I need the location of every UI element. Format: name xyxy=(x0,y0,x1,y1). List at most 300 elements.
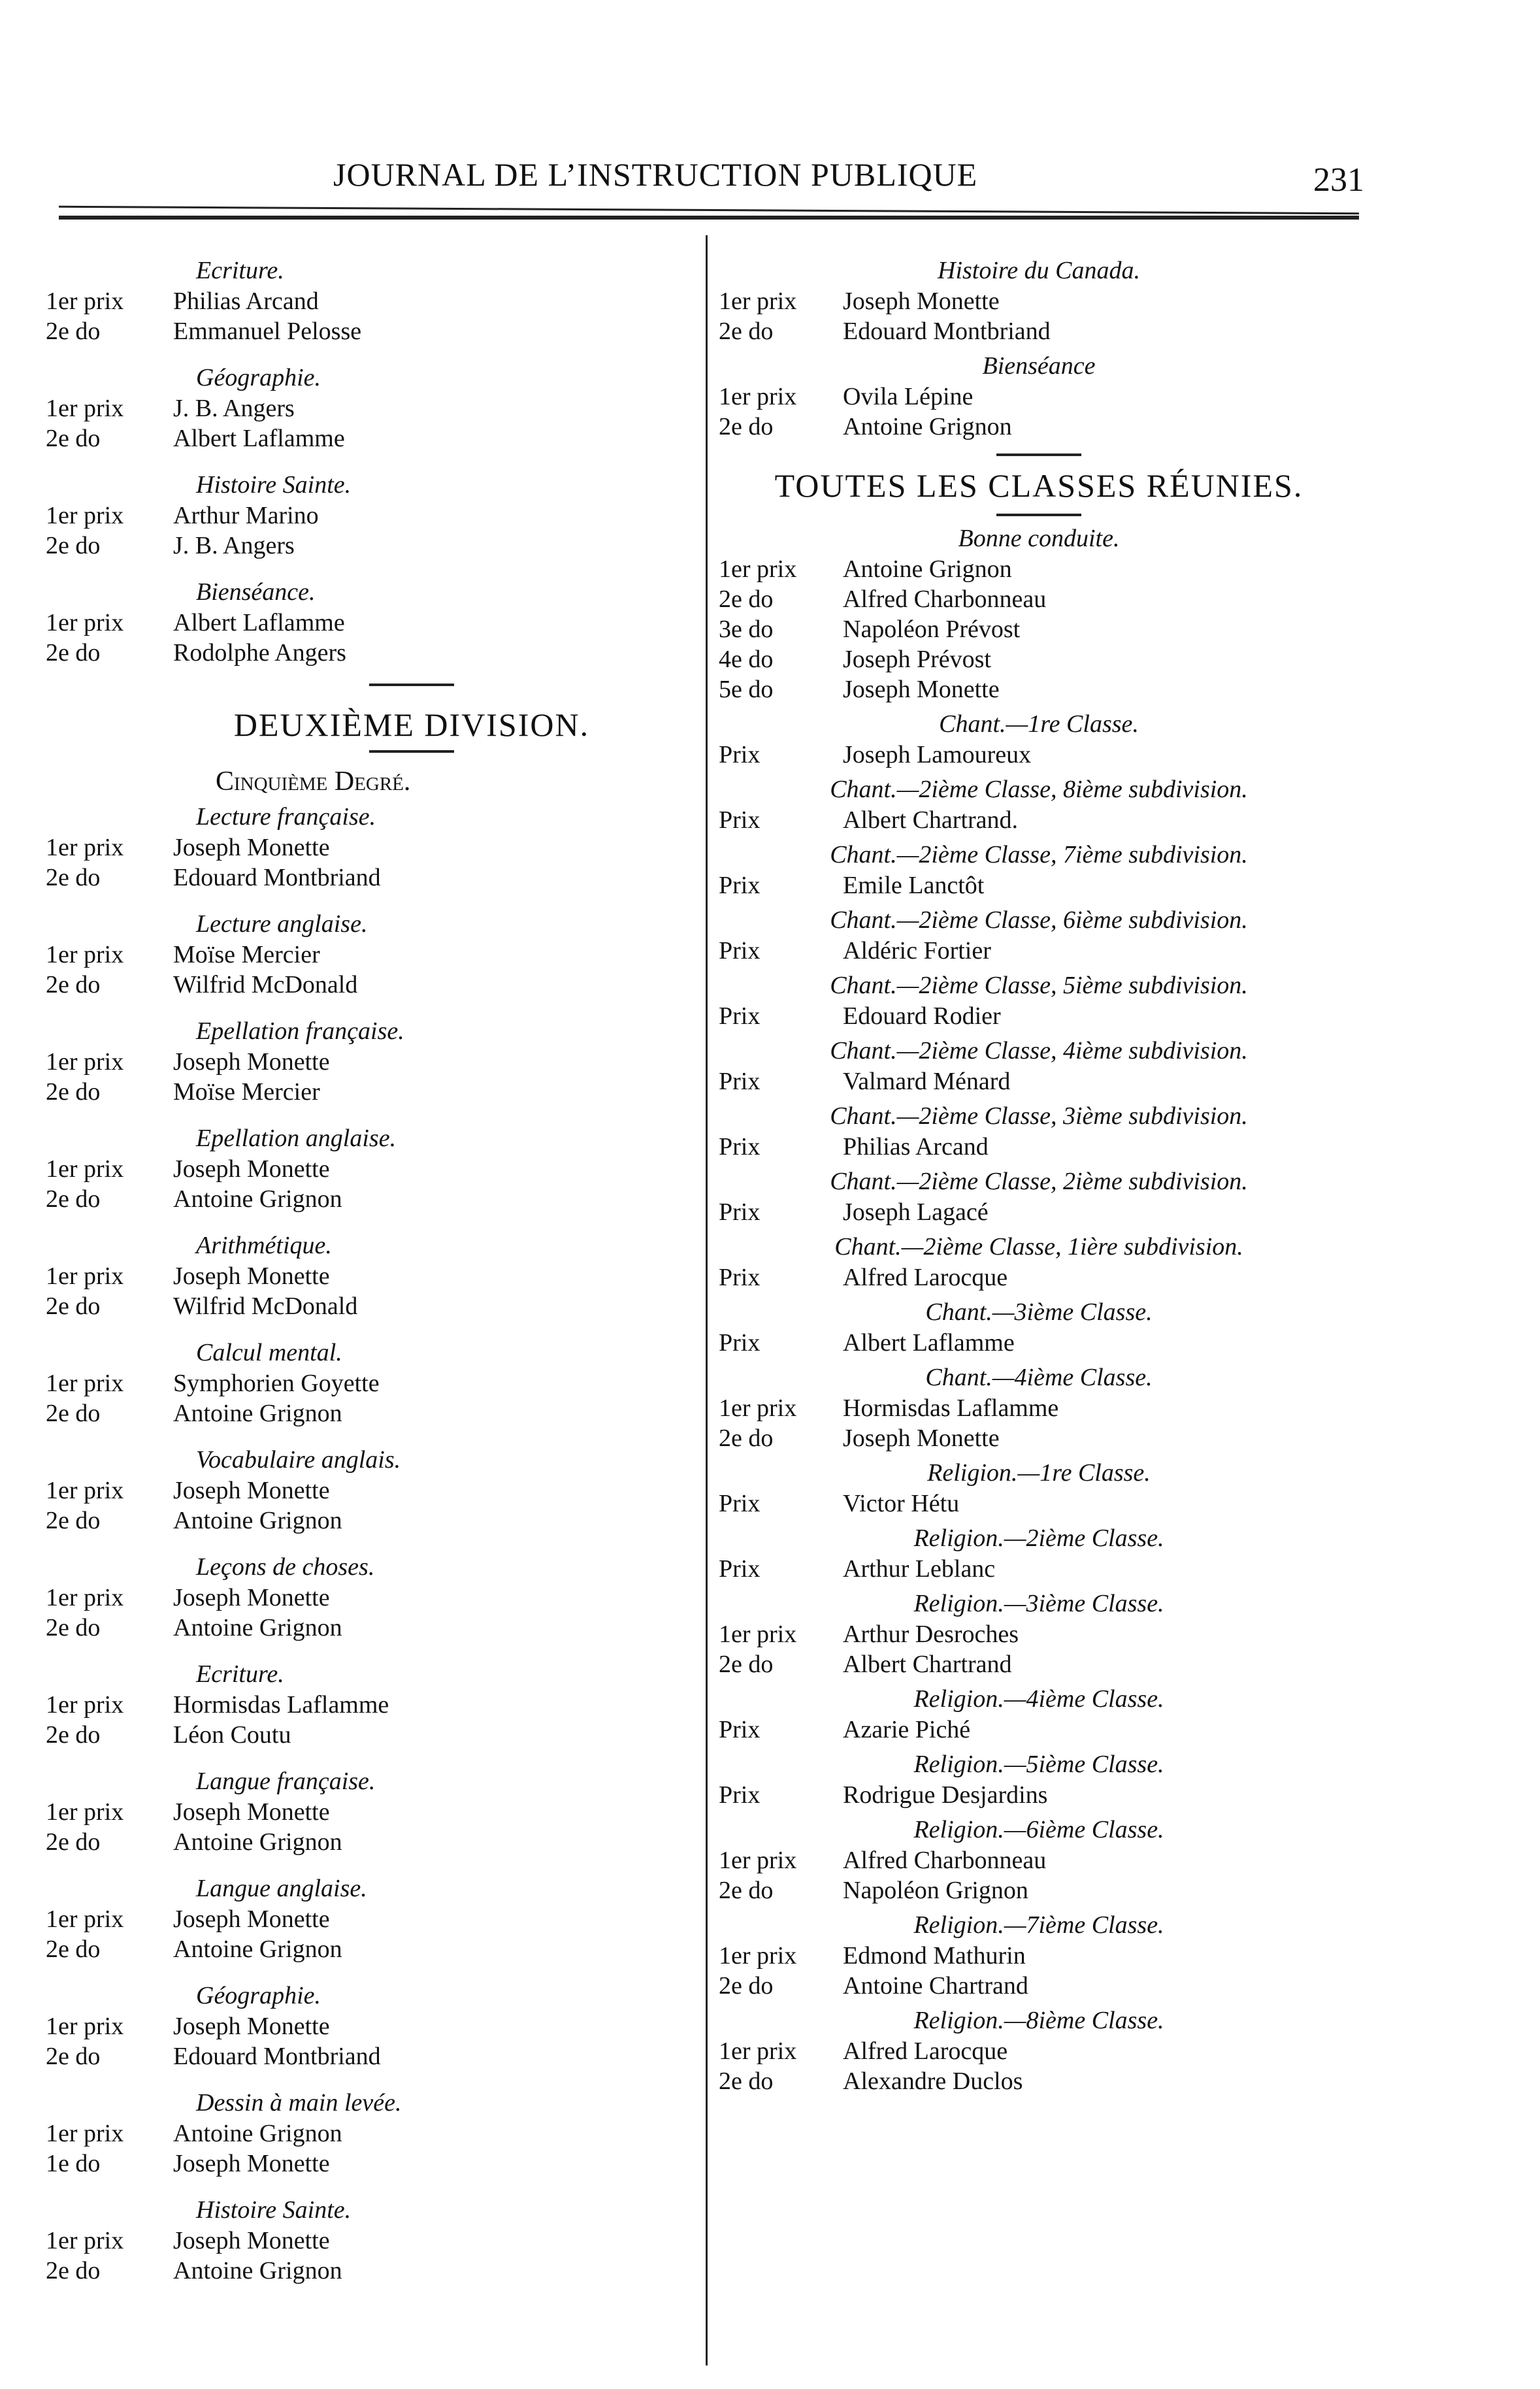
section-heading: Dessin à main levée. xyxy=(196,2089,402,2117)
prize-label: Prix xyxy=(719,1490,761,1517)
section-heading: Histoire Sainte. xyxy=(196,2196,352,2224)
award-section xyxy=(712,1457,1366,1519)
award-section xyxy=(712,708,1366,770)
student-name: Arthur Leblanc xyxy=(843,1555,996,1583)
prize-label: 2e do xyxy=(719,1651,774,1678)
prize-label: 2e do xyxy=(46,2043,101,2070)
award-section xyxy=(712,1231,1366,1293)
award-row xyxy=(712,1423,1366,1453)
prize-label: 2e do xyxy=(46,1828,101,1856)
student-name: Joseph Monette xyxy=(173,1584,330,1611)
award-row xyxy=(712,1197,1366,1227)
student-name: Joseph Lamoureux xyxy=(843,741,1032,768)
section-heading: Religion.—2ième Classe. xyxy=(913,1524,1164,1552)
section-heading: Lecture anglaise. xyxy=(196,910,368,938)
section-heading: Chant.—3ième Classe. xyxy=(925,1298,1153,1326)
prize-label: Prix xyxy=(719,806,761,834)
award-row xyxy=(712,1001,1366,1031)
degree-title: Cinquième Degré. xyxy=(216,766,411,797)
prize-label: 1er prix xyxy=(46,2013,124,2040)
prize-label: 1er prix xyxy=(46,1584,124,1611)
student-name: Philias Arcand xyxy=(173,288,319,315)
award-row xyxy=(46,608,699,638)
award-row xyxy=(46,1690,699,1720)
prize-label: 1er prix xyxy=(46,2120,124,2147)
section-heading: Chant.—1re Classe. xyxy=(939,710,1139,738)
prize-label: 1er prix xyxy=(46,395,124,422)
award-section xyxy=(46,1766,699,1857)
prize-label: Prix xyxy=(719,937,761,964)
award-row xyxy=(712,584,1366,614)
award-section xyxy=(712,350,1366,442)
award-row xyxy=(46,863,699,893)
section-heading: Calcul mental. xyxy=(196,1339,342,1366)
section-heading: Géographie. xyxy=(196,1982,321,2009)
prize-label: 2e do xyxy=(46,1936,101,1963)
student-name: Wilfrid McDonald xyxy=(173,1293,358,1320)
student-name: Antoine Grignon xyxy=(173,1828,342,1856)
student-name: Alfred Larocque xyxy=(843,1264,1008,1291)
award-row xyxy=(46,531,699,561)
award-section xyxy=(712,1035,1366,1096)
prize-label: 1er prix xyxy=(719,1942,797,1969)
award-section xyxy=(46,362,699,453)
prize-label: 1er prix xyxy=(719,1394,797,1422)
student-name: Symphorien Goyette xyxy=(173,1370,380,1397)
header-rule-thick xyxy=(59,216,1359,220)
award-section xyxy=(712,774,1366,835)
award-row xyxy=(712,870,1366,900)
award-row xyxy=(712,1393,1366,1423)
page-header xyxy=(0,156,1540,201)
student-name: Rodolphe Angers xyxy=(173,639,346,667)
prize-label: 2e do xyxy=(46,1078,101,1106)
award-section xyxy=(46,1337,699,1428)
left-top-sections xyxy=(46,255,699,668)
award-section xyxy=(712,1100,1366,1162)
section-heading: Ecriture. xyxy=(196,257,284,284)
student-name: Arthur Desroches xyxy=(843,1621,1019,1648)
award-section xyxy=(46,1551,699,1643)
award-row xyxy=(46,970,699,1000)
student-name: Albert Laflamme xyxy=(173,425,345,452)
award-row xyxy=(712,2066,1366,2096)
student-name: Antoine Grignon xyxy=(173,1400,342,1427)
section-heading: Chant.—2ième Classe, 6ième subdivision. xyxy=(830,906,1248,934)
student-name: Joseph Monette xyxy=(173,1262,330,1290)
prize-label: 1er prix xyxy=(719,1847,797,1874)
award-row xyxy=(712,1328,1366,1358)
award-row xyxy=(46,1827,699,1857)
prize-label: 2e do xyxy=(46,1614,101,1641)
award-row xyxy=(712,2036,1366,2066)
award-row xyxy=(46,1261,699,1291)
student-name: Edouard Rodier xyxy=(843,1002,1001,1030)
section-heading: Chant.—2ième Classe, 2ième subdivision. xyxy=(830,1168,1248,1195)
award-row xyxy=(46,501,699,531)
section-heading: Chant.—2ième Classe, 1ière subdivision. xyxy=(834,1233,1243,1260)
award-row xyxy=(712,1649,1366,1679)
prize-label: 1er prix xyxy=(46,1691,124,1719)
left-main-sections xyxy=(46,801,699,2286)
prize-label: 1er prix xyxy=(46,1477,124,1504)
left-column xyxy=(46,255,699,2301)
section-heading: Chant.—2ième Classe, 7ième subdivision. xyxy=(830,841,1248,868)
journal-title: JOURNAL DE L’INSTRUCTION PUBLIQUE xyxy=(333,156,978,193)
prize-label: Prix xyxy=(719,1781,761,1809)
prize-label: Prix xyxy=(719,1716,761,1743)
award-row xyxy=(46,1475,699,1506)
prize-label: 2e do xyxy=(719,2068,774,2095)
student-name: Antoine Grignon xyxy=(173,1614,342,1641)
student-name: Antoine Grignon xyxy=(173,1507,342,1534)
student-name: Antoine Grignon xyxy=(173,1185,342,1213)
student-name: Edouard Montbriand xyxy=(843,318,1051,345)
prize-label: 2e do xyxy=(46,1507,101,1534)
section-rule xyxy=(996,514,1081,516)
award-row xyxy=(712,1875,1366,1905)
prize-label: 2e do xyxy=(46,2257,101,2284)
student-name: Arthur Marino xyxy=(173,502,319,529)
section-heading: Ecriture. xyxy=(196,1660,284,1688)
student-name: Hormisdas Laflamme xyxy=(843,1394,1059,1422)
award-section xyxy=(712,1909,1366,2001)
student-name: Joseph Monette xyxy=(173,1048,330,1076)
award-row xyxy=(46,2041,699,2071)
award-section xyxy=(46,1444,699,1536)
prize-label: 3e do xyxy=(719,616,774,643)
division-title: DEUXIÈME DIVISION. xyxy=(233,706,590,743)
award-row xyxy=(712,674,1366,704)
award-row xyxy=(712,1715,1366,1745)
student-name: Valmard Ménard xyxy=(843,1068,1011,1095)
right-main-sections xyxy=(712,708,1366,2096)
student-name: Joseph Monette xyxy=(173,834,330,861)
award-section xyxy=(712,1814,1366,1905)
award-row xyxy=(46,1720,699,1750)
student-name: Victor Hétu xyxy=(843,1490,960,1517)
award-row xyxy=(46,1398,699,1428)
student-name: Napoléon Grignon xyxy=(843,1877,1028,1904)
award-row xyxy=(712,554,1366,584)
prize-label: 2e do xyxy=(719,318,774,345)
prize-label: 2e do xyxy=(46,1293,101,1320)
prize-label: 2e do xyxy=(719,1877,774,1904)
prize-label: 1er prix xyxy=(719,2037,797,2065)
student-name: Joseph Monette xyxy=(173,1798,330,1826)
award-section xyxy=(46,1230,699,1321)
award-row xyxy=(46,1797,699,1827)
prize-label: 2e do xyxy=(719,413,774,440)
prize-label: 2e do xyxy=(46,425,101,452)
section-heading: Arithmétique. xyxy=(196,1232,332,1259)
student-name: Joseph Monette xyxy=(843,1425,1000,1452)
award-row xyxy=(46,940,699,970)
award-section xyxy=(712,255,1366,346)
right-top-sections xyxy=(712,255,1366,442)
award-row xyxy=(712,740,1366,770)
award-row xyxy=(46,1934,699,1964)
prize-label: 1er prix xyxy=(46,941,124,968)
student-name: Alexandre Duclos xyxy=(843,2068,1023,2095)
student-name: Joseph Monette xyxy=(173,1155,330,1183)
section-heading: Religion.—4ième Classe. xyxy=(913,1685,1164,1713)
section-heading: Religion.—6ième Classe. xyxy=(913,1816,1164,1843)
student-name: Aldéric Fortier xyxy=(843,937,991,964)
student-name: Albert Laflamme xyxy=(843,1329,1015,1357)
award-section xyxy=(46,1123,699,1214)
prize-label: 2e do xyxy=(46,532,101,559)
prize-label: 1er prix xyxy=(719,383,797,410)
prize-label: 1er prix xyxy=(46,2227,124,2254)
award-row xyxy=(712,1066,1366,1096)
award-row xyxy=(712,1780,1366,1810)
award-section xyxy=(46,1658,699,1750)
student-name: Joseph Monette xyxy=(843,288,1000,315)
prize-label: 1er prix xyxy=(719,288,797,315)
award-row xyxy=(712,1971,1366,2001)
student-name: Joseph Prévost xyxy=(843,646,991,673)
award-section xyxy=(46,801,699,893)
prize-label: 5e do xyxy=(719,676,774,703)
prize-label: 1er prix xyxy=(46,834,124,861)
award-section xyxy=(712,1588,1366,1679)
header-rule-thin xyxy=(59,206,1359,214)
award-section xyxy=(46,1980,699,2071)
student-name: Azarie Piché xyxy=(843,1716,971,1743)
prize-label: 1er prix xyxy=(46,1370,124,1397)
prize-label: Prix xyxy=(719,1133,761,1161)
student-name: Albert Chartrand xyxy=(843,1651,1012,1678)
award-section xyxy=(46,2194,699,2286)
award-section xyxy=(712,839,1366,900)
award-section xyxy=(712,1296,1366,1358)
award-row xyxy=(46,2149,699,2179)
section-heading: Chant.—2ième Classe, 8ième subdivision. xyxy=(830,776,1248,803)
student-name: Ovila Lépine xyxy=(843,383,974,410)
prize-label: 2e do xyxy=(46,639,101,667)
award-section xyxy=(712,970,1366,1031)
award-row xyxy=(46,1613,699,1643)
section-heading: Religion.—3ième Classe. xyxy=(913,1590,1164,1617)
award-row xyxy=(46,1904,699,1934)
award-section xyxy=(46,1873,699,1964)
section-heading: Histoire du Canada. xyxy=(938,257,1140,284)
right-column xyxy=(712,255,1366,2100)
section-heading: Vocabulaire anglais. xyxy=(196,1446,401,1474)
section-heading: Histoire Sainte. xyxy=(196,471,352,499)
prize-label: Prix xyxy=(719,1329,761,1357)
award-row xyxy=(46,2011,699,2041)
section-heading: Leçons de choses. xyxy=(196,1553,375,1581)
award-section xyxy=(46,576,699,668)
award-row xyxy=(712,412,1366,442)
section-rule xyxy=(996,453,1081,456)
award-section xyxy=(46,2087,699,2179)
student-name: Emmanuel Pelosse xyxy=(173,318,362,345)
award-section xyxy=(712,1362,1366,1453)
section-heading: Géographie. xyxy=(196,364,321,391)
award-row xyxy=(712,805,1366,835)
student-name: Wilfrid McDonald xyxy=(173,971,358,998)
prize-label: Prix xyxy=(719,741,761,768)
award-row xyxy=(712,316,1366,346)
student-name: Antoine Grignon xyxy=(173,1936,342,1963)
award-row xyxy=(712,286,1366,316)
student-name: Napoléon Prévost xyxy=(843,616,1021,643)
prize-label: 1er prix xyxy=(46,1155,124,1183)
prize-label: 1er prix xyxy=(719,1621,797,1648)
award-row xyxy=(712,1132,1366,1162)
prize-label: 2e do xyxy=(46,864,101,891)
section-heading: Chant.—2ième Classe, 3ième subdivision. xyxy=(830,1102,1248,1130)
conduct-section xyxy=(712,523,1366,704)
section-heading: Epellation française. xyxy=(196,1017,404,1045)
award-section xyxy=(712,2005,1366,2096)
award-row xyxy=(46,2118,699,2149)
prize-label: 1er prix xyxy=(46,502,124,529)
prize-label: 1er prix xyxy=(46,1262,124,1290)
prize-label: 1er prix xyxy=(719,555,797,583)
prize-label: 2e do xyxy=(719,585,774,613)
prize-label: 1er prix xyxy=(46,288,124,315)
student-name: Antoine Grignon xyxy=(843,413,1012,440)
award-row xyxy=(46,1047,699,1077)
award-row xyxy=(712,382,1366,412)
prize-label: 2e do xyxy=(46,971,101,998)
award-row xyxy=(712,1489,1366,1519)
prize-label: Prix xyxy=(719,1264,761,1291)
student-name: Moïse Mercier xyxy=(173,1078,320,1106)
award-section xyxy=(712,904,1366,966)
award-row xyxy=(712,1941,1366,1971)
section-heading: Chant.—2ième Classe, 5ième subdivision. xyxy=(830,972,1248,999)
award-section xyxy=(46,255,699,346)
prize-label: 1e do xyxy=(46,2150,101,2177)
award-row xyxy=(46,1506,699,1536)
prize-label: 2e do xyxy=(46,318,101,345)
prize-label: Prix xyxy=(719,1198,761,1226)
section-heading: Bonne conduite. xyxy=(958,525,1120,552)
student-name: Antoine Chartrand xyxy=(843,1972,1028,2000)
student-name: Joseph Monette xyxy=(173,2227,330,2254)
section-heading: Langue anglaise. xyxy=(196,1875,367,1902)
award-section xyxy=(46,1015,699,1107)
award-row xyxy=(712,644,1366,674)
award-section xyxy=(712,1523,1366,1584)
prize-label: Prix xyxy=(719,872,761,899)
student-name: Joseph Monette xyxy=(173,1477,330,1504)
prize-label: 1er prix xyxy=(46,1048,124,1076)
prize-label: 4e do xyxy=(719,646,774,673)
prize-label: Prix xyxy=(719,1002,761,1030)
section-heading: Bienséance xyxy=(982,352,1096,380)
section-heading: Langue française. xyxy=(196,1768,376,1795)
award-row xyxy=(46,1583,699,1613)
prize-label: Prix xyxy=(719,1555,761,1583)
student-name: Joseph Monette xyxy=(173,1905,330,1933)
student-name: Philias Arcand xyxy=(843,1133,989,1161)
prize-label: 2e do xyxy=(46,1185,101,1213)
student-name: J. B. Angers xyxy=(173,532,295,559)
section-heading: Religion.—8ième Classe. xyxy=(913,2007,1164,2034)
section-heading: Chant.—4ième Classe. xyxy=(925,1364,1153,1391)
award-row xyxy=(46,2226,699,2256)
award-section xyxy=(46,469,699,561)
award-section xyxy=(712,1683,1366,1745)
student-name: Joseph Lagacé xyxy=(843,1198,989,1226)
section-heading: Bienséance. xyxy=(196,578,316,606)
award-row xyxy=(46,2256,699,2286)
student-name: Emile Lanctôt xyxy=(843,872,985,899)
student-name: Albert Laflamme xyxy=(173,609,345,636)
student-name: Alfred Charbonneau xyxy=(843,585,1047,613)
section-rule xyxy=(369,750,454,753)
award-section xyxy=(712,1166,1366,1227)
prize-label: 2e do xyxy=(46,1400,101,1427)
section-heading: Lecture française. xyxy=(196,803,376,831)
prize-label: Prix xyxy=(719,1068,761,1095)
award-row xyxy=(46,832,699,863)
award-row xyxy=(46,393,699,423)
prize-label: 2e do xyxy=(719,1425,774,1452)
student-name: Alfred Charbonneau xyxy=(843,1847,1047,1874)
student-name: Rodrigue Desjardins xyxy=(843,1781,1048,1809)
award-row xyxy=(46,1368,699,1398)
award-row xyxy=(46,1077,699,1107)
award-row xyxy=(712,1845,1366,1875)
student-name: Hormisdas Laflamme xyxy=(173,1691,389,1719)
award-section xyxy=(46,908,699,1000)
student-name: J. B. Angers xyxy=(173,395,295,422)
section-heading: Epellation anglaise. xyxy=(196,1125,397,1152)
prize-label: 1er prix xyxy=(46,1905,124,1933)
award-row xyxy=(46,1154,699,1184)
section-heading: Religion.—1re Classe. xyxy=(927,1459,1151,1487)
student-name: Antoine Grignon xyxy=(173,2257,342,2284)
prize-label: 1er prix xyxy=(46,1798,124,1826)
student-name: Joseph Monette xyxy=(173,2013,330,2040)
award-row xyxy=(46,316,699,346)
column-divider xyxy=(706,235,708,2365)
award-section xyxy=(712,523,1366,704)
award-row xyxy=(712,1619,1366,1649)
award-row xyxy=(712,1554,1366,1584)
section-heading: Chant.—2ième Classe, 4ième subdivision. xyxy=(830,1037,1248,1064)
prize-label: 2e do xyxy=(719,1972,774,2000)
award-row xyxy=(712,614,1366,644)
award-row xyxy=(46,1184,699,1214)
award-section xyxy=(712,1749,1366,1810)
student-name: Moïse Mercier xyxy=(173,941,320,968)
award-row xyxy=(712,1262,1366,1293)
student-name: Antoine Grignon xyxy=(173,2120,342,2147)
page-number: 231 xyxy=(1313,161,1364,199)
student-name: Léon Coutu xyxy=(173,1721,291,1749)
student-name: Edouard Montbriand xyxy=(173,864,381,891)
student-name: Albert Chartrand. xyxy=(843,806,1019,834)
section-heading: Religion.—7ième Classe. xyxy=(913,1911,1164,1939)
section-heading: Religion.—5ième Classe. xyxy=(913,1751,1164,1778)
section-rule xyxy=(369,684,454,686)
award-row xyxy=(46,286,699,316)
student-name: Antoine Grignon xyxy=(843,555,1012,583)
student-name: Joseph Monette xyxy=(843,676,1000,703)
prize-label: 1er prix xyxy=(46,609,124,636)
student-name: Joseph Monette xyxy=(173,2150,330,2177)
award-row xyxy=(712,936,1366,966)
student-name: Alfred Larocque xyxy=(843,2037,1008,2065)
